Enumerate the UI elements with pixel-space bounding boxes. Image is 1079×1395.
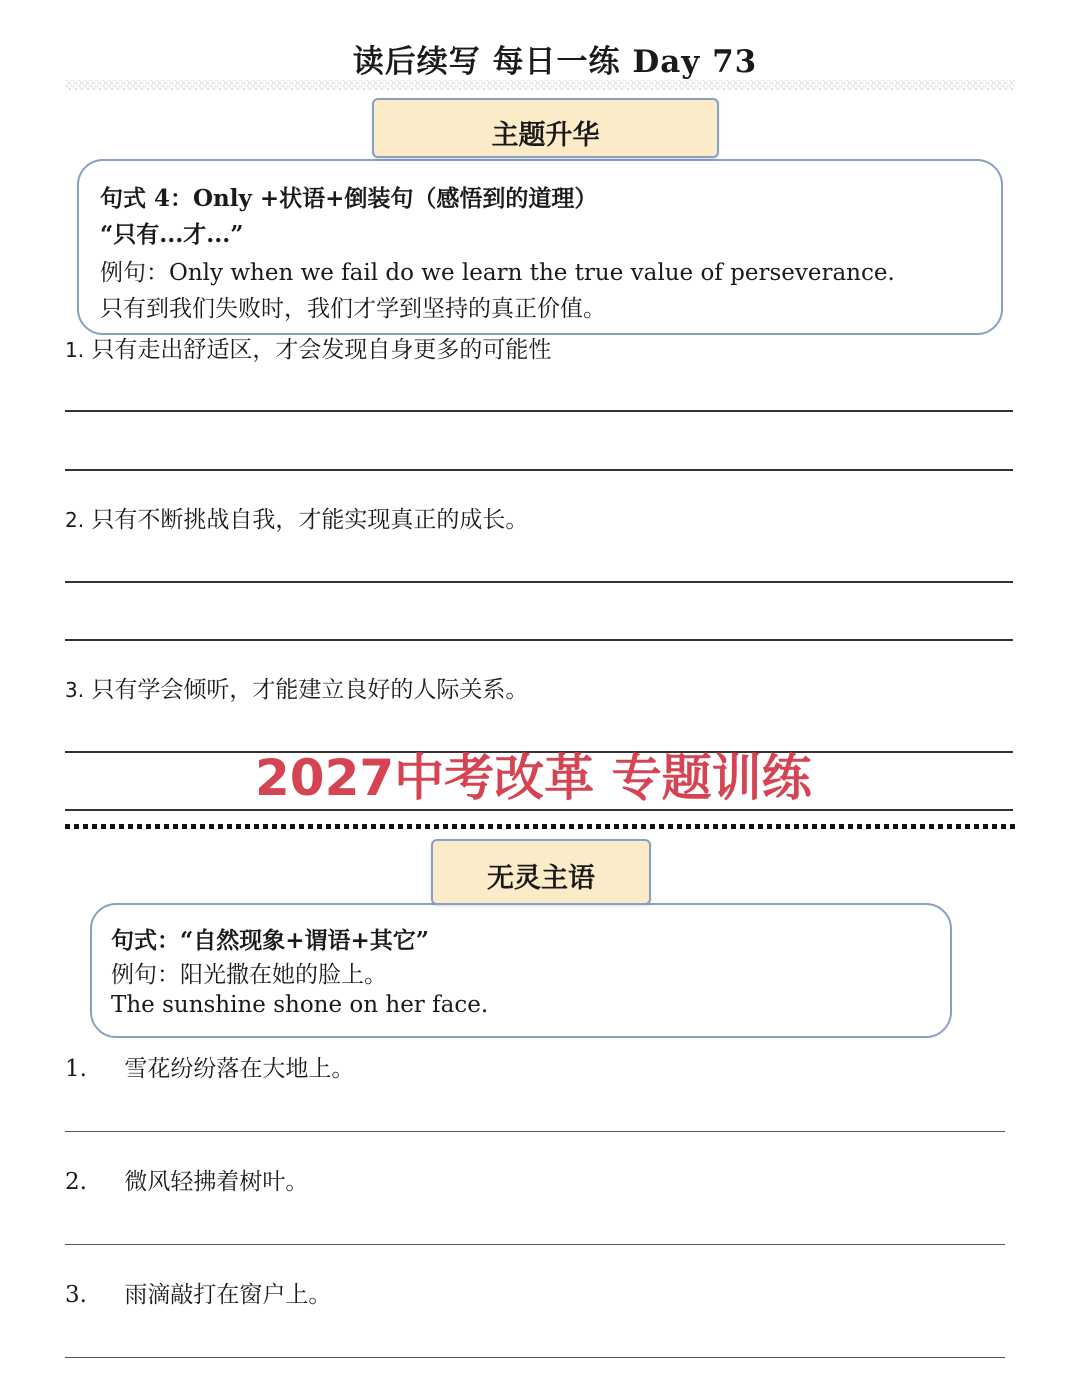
- question-3: [65, 1276, 331, 1309]
- question-2: [65, 501, 528, 534]
- dotted-divider: [65, 824, 1015, 829]
- question-2: [65, 1163, 308, 1196]
- answer-line[interactable]: [65, 1244, 1005, 1245]
- example-sentence-zh: 例句：阳光撒在她的脸上。: [111, 962, 387, 988]
- question-number: 3.: [65, 1282, 87, 1308]
- question-number: 1.: [65, 338, 85, 362]
- question-text: 只有走出舒适区，才会发现自身更多的可能性: [91, 337, 552, 363]
- answer-line[interactable]: [65, 410, 1013, 412]
- answer-line[interactable]: [65, 1357, 1005, 1358]
- section-tab-inanimate-subject: 无灵主语: [431, 839, 651, 905]
- answer-line[interactable]: [65, 1131, 1005, 1132]
- question-text: 雨滴敲打在窗户上。: [124, 1282, 332, 1308]
- wavy-divider: [65, 80, 1015, 90]
- question-3: [65, 671, 528, 704]
- pattern-meaning: “只有...才...”: [100, 221, 244, 248]
- example-sentence-en: 例句：Only when we fail do we learn the true value of perseverance.: [100, 260, 895, 286]
- question-text: 微风轻拂着树叶。: [124, 1169, 309, 1195]
- pattern-title: 句式：“自然现象+谓语+其它”: [111, 927, 430, 954]
- question-text: 雪花纷纷落在大地上。: [124, 1056, 355, 1082]
- question-1: [65, 1050, 354, 1083]
- watermark-text: 2027中考改革 专题训练: [255, 749, 812, 807]
- pattern-title: 句式 4：Only +状语+倒装句（感悟到的道理）: [100, 185, 598, 212]
- answer-line[interactable]: [65, 469, 1013, 471]
- question-number: 2.: [65, 1169, 87, 1195]
- answer-line[interactable]: [65, 581, 1013, 583]
- question-number: 2.: [65, 508, 85, 532]
- question-1: [65, 331, 551, 364]
- page-title: 读后续写 每日一练 Day 73: [352, 44, 758, 80]
- answer-line[interactable]: [65, 639, 1013, 641]
- question-text: 只有不断挑战自我，才能实现真正的成长。: [91, 507, 529, 533]
- example-sentence-en: The sunshine shone on her face.: [111, 992, 489, 1018]
- question-number: 1.: [65, 1056, 87, 1082]
- section-tab-theme: 主题升华: [372, 98, 719, 158]
- question-number: 3.: [65, 678, 85, 702]
- example-sentence-zh: 只有到我们失败时，我们才学到坚持的真正价值。: [100, 296, 606, 322]
- question-text: 只有学会倾听，才能建立良好的人际关系。: [91, 677, 529, 703]
